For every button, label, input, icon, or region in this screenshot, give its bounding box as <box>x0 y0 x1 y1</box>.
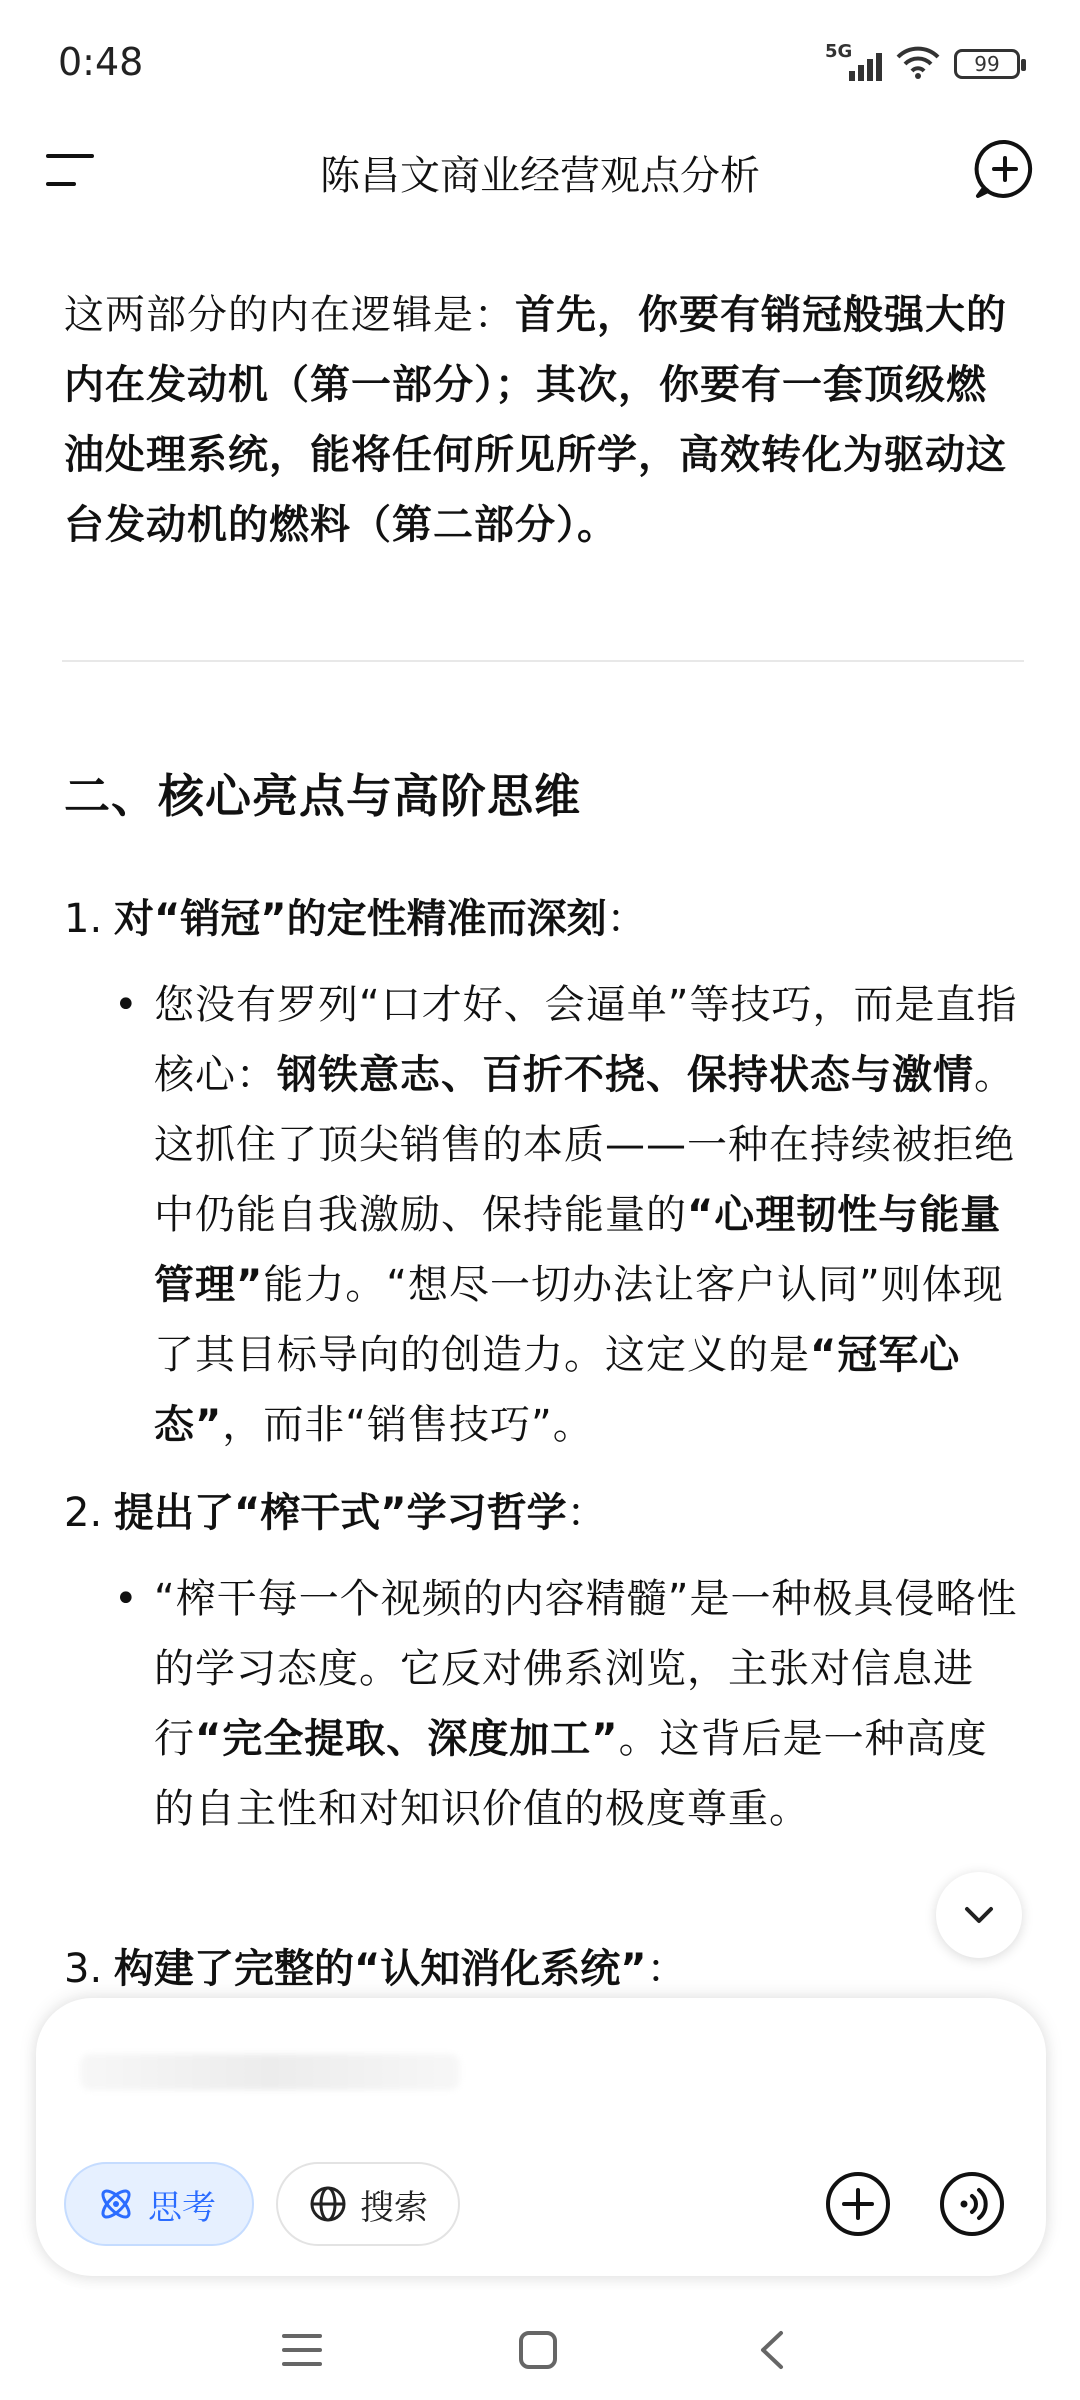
add-attachment-button[interactable] <box>822 2168 894 2240</box>
wifi-icon <box>896 45 940 83</box>
bullet-text: “榨干每一个视频的内容精髓”是一种极具侵略性的学习态度。它反对佛系浏览，主张对信息进行 <box>154 1576 1018 1762</box>
think-label: 思考 <box>148 2187 216 2228</box>
bullet-text: 。这背后是一种高度的自主性和对知识价值的极度尊重。 <box>154 1716 988 1832</box>
list-number: 2. <box>64 1490 103 1536</box>
status-time: 0:48 <box>58 40 144 84</box>
new-chat-icon <box>974 138 1036 200</box>
back-arrow-icon <box>757 2329 787 2371</box>
bullet-item <box>64 970 1026 1460</box>
signal-icon <box>825 41 882 81</box>
menu-lines-icon <box>282 2332 322 2368</box>
message-input[interactable] <box>80 2054 580 2114</box>
list-title-suffix: ： <box>646 1946 687 1992</box>
chat-content <box>64 280 1026 560</box>
voice-icon <box>936 2168 1008 2240</box>
globe-icon <box>308 2184 348 2224</box>
plus-circle-icon <box>822 2168 894 2240</box>
bullet-dot: • <box>114 1576 139 1622</box>
bullet-item <box>64 1564 1026 1844</box>
scroll-to-bottom-button[interactable] <box>936 1872 1022 1958</box>
list-item-3 <box>64 1934 1026 2004</box>
list-item-title <box>64 1478 1026 1548</box>
bullet-text: 您没有罗列“口才好、会逼单”等技巧，而是直指核心： <box>154 982 1018 1098</box>
divider <box>62 660 1024 662</box>
bullet-bold: 钢铁意志、百折不挠、保持状态与激情 <box>277 1052 974 1098</box>
system-nav-bar <box>0 2300 1080 2400</box>
think-toggle-button[interactable] <box>64 2162 254 2246</box>
list-item-title <box>64 884 1026 954</box>
bullet-text: ，而非“销售技巧”。 <box>222 1402 594 1448</box>
input-panel <box>36 1998 1046 2276</box>
intro-text: 这两部分的内在逻辑是： <box>64 292 515 338</box>
chevron-down-icon <box>961 1903 997 1927</box>
status-bar <box>0 0 1080 120</box>
bullet-text: 。这抓住了顶尖销售的本质——一种在持续被拒绝中仍能自我激励、保持能量的 <box>154 1052 1015 1238</box>
intro-bold-text: 首先，你要有销冠般强大的内在发动机（第一部分）；其次，你要有一套顶级燃油处理系统，能将任何所见所学，高效转化为驱动这台发动机的燃料（第二部分）。 <box>64 292 1007 548</box>
bullet-bold: “完全提取、深度加工” <box>195 1716 619 1762</box>
search-toggle-button[interactable] <box>276 2162 460 2246</box>
list-item-1 <box>64 884 1026 1460</box>
new-chat-button[interactable] <box>974 138 1036 200</box>
list-title-suffix: ： <box>566 1490 607 1536</box>
page-title: 陈昌文商业经营观点分析 <box>320 153 760 199</box>
list-title-suffix: ： <box>606 896 647 942</box>
atom-icon <box>96 2184 136 2224</box>
network-type: 5G <box>825 41 853 62</box>
list-number: 1. <box>64 896 103 942</box>
list-title-bold: 构建了完整的“认知消化系统” <box>114 1946 647 1992</box>
status-icons <box>825 41 1020 84</box>
bullet-dot: • <box>114 982 139 1028</box>
list-title-bold: 对“销冠”的定性精准而深刻 <box>114 896 607 942</box>
home-button[interactable] <box>508 2320 568 2380</box>
battery-icon: 99 <box>954 49 1020 79</box>
app-header <box>0 120 1080 220</box>
list-item-title <box>64 1934 1026 2004</box>
list-number: 3. <box>64 1946 103 1992</box>
list-item-2 <box>64 1478 1026 1844</box>
back-button[interactable] <box>742 2320 802 2380</box>
bullet-text: 能力。“想尽一切办法让客户认同”则体现了其目标导向的创造力。这定义的是 <box>154 1262 1004 1378</box>
bullet-bold: “心理韧性与能量管理” <box>154 1192 1002 1308</box>
voice-call-button[interactable] <box>936 2168 1008 2240</box>
recent-apps-button[interactable] <box>272 2320 332 2380</box>
square-icon <box>518 2330 558 2370</box>
section-heading: 二、核心亮点与高阶思维 <box>64 769 581 823</box>
search-label: 搜索 <box>360 2187 428 2228</box>
list-title-bold: 提出了“榨干式”学习哲学 <box>114 1490 567 1536</box>
intro-paragraph <box>64 280 1026 560</box>
bullet-bold: “冠军心态” <box>154 1332 961 1448</box>
